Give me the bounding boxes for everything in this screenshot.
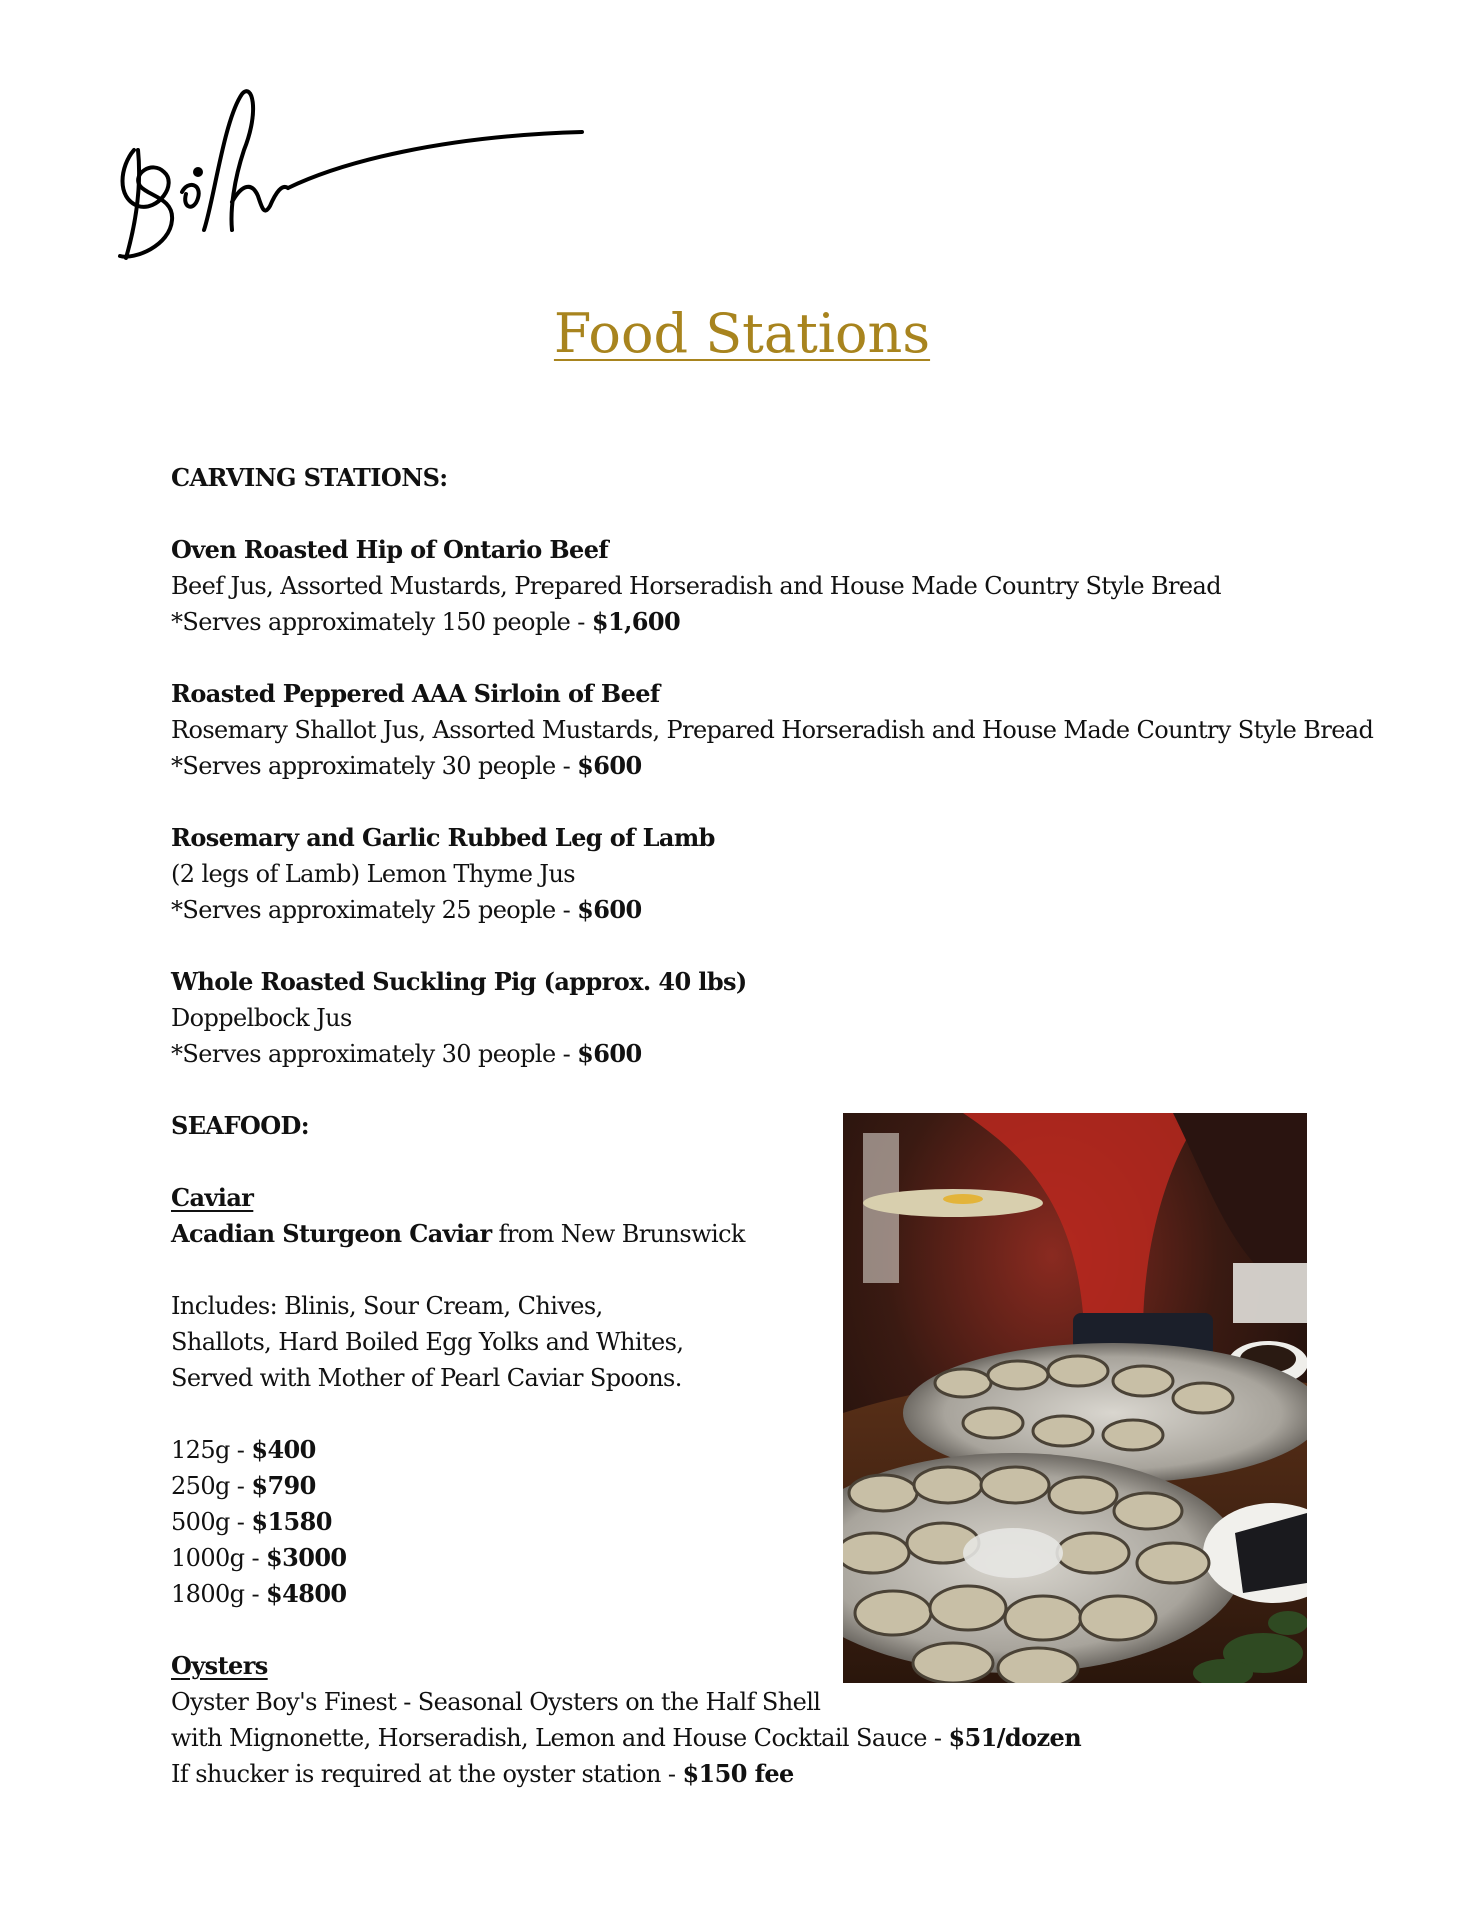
caviar-price-row: 1000g - $3000 (171, 1543, 347, 1572)
carving-item-serves: *Serves approximately 30 people - $600 (171, 1039, 642, 1068)
oysters-subheading: Oysters (171, 1651, 268, 1680)
carving-item-name: Whole Roasted Suckling Pig (approx. 40 lbs) (171, 967, 747, 996)
caviar-price: $790 (251, 1471, 316, 1500)
carving-item-price: $1,600 (591, 607, 681, 636)
page-title: Food Stations (553, 302, 931, 365)
carving-item-description: Rosemary Shallot Jus, Assorted Mustards, Prepared Horseradish and House Made Country Style Bread (171, 716, 1374, 744)
oyster-platter-photo (843, 1113, 1307, 1683)
oyster-photo-icon (843, 1113, 1307, 1683)
caviar-price: $400 (251, 1435, 316, 1464)
carving-item-name: Rosemary and Garlic Rubbed Leg of Lamb (171, 823, 715, 852)
caviar-price-row: 500g - $1580 (171, 1507, 332, 1536)
seafood-heading: SEAFOOD: (171, 1111, 309, 1140)
carving-item-description: Doppelbock Jus (171, 1004, 352, 1032)
oysters-line: with Mignonette, Horseradish, Lemon and House Cocktail Sauce - $51/dozen (171, 1723, 1082, 1752)
carving-item-name: Oven Roasted Hip of Ontario Beef (171, 535, 609, 564)
carving-item-description: (2 legs of Lamb) Lemon Thyme Jus (171, 860, 576, 888)
signature-logo (112, 80, 592, 270)
oysters-line: If shucker is required at the oyster station - $150 fee (171, 1759, 794, 1788)
carving-item-description: Beef Jus, Assorted Mustards, Prepared Horseradish and House Made Country Style Bread (171, 572, 1221, 600)
caviar-price-row: 125g - $400 (171, 1435, 316, 1464)
caviar-price: $1580 (251, 1507, 332, 1536)
caviar-name: Acadian Sturgeon Caviar (171, 1219, 492, 1248)
carving-item-price: $600 (577, 895, 642, 924)
caviar-includes-line: Served with Mother of Pearl Caviar Spoons. (171, 1364, 682, 1392)
carving-item-serves: *Serves approximately 30 people - $600 (171, 751, 642, 780)
carving-item-price: $600 (577, 751, 642, 780)
caviar-price: $3000 (266, 1543, 347, 1572)
carving-item-price: $600 (577, 1039, 642, 1068)
oysters-price: $51/dozen (948, 1723, 1082, 1752)
caviar-origin: from New Brunswick (491, 1220, 745, 1248)
oysters-line: Oyster Boy's Finest - Seasonal Oysters on the Half Shell (171, 1688, 821, 1716)
caviar-includes-line: Includes: Blinis, Sour Cream, Chives, (171, 1292, 603, 1320)
carving-item-serves: *Serves approximately 150 people - $1,600 (171, 607, 681, 636)
caviar-price-row: 1800g - $4800 (171, 1579, 347, 1608)
caviar-price-row: 250g - $790 (171, 1471, 316, 1500)
carving-item-serves: *Serves approximately 25 people - $600 (171, 895, 642, 924)
shucker-fee: $150 fee (682, 1759, 794, 1788)
caviar-includes-line: Shallots, Hard Boiled Egg Yolks and Whites, (171, 1328, 684, 1356)
caviar-subheading: Caviar (171, 1183, 254, 1212)
carving-item-name: Roasted Peppered AAA Sirloin of Beef (171, 679, 660, 708)
caviar-price: $4800 (266, 1579, 347, 1608)
carving-heading: CARVING STATIONS: (171, 463, 448, 492)
